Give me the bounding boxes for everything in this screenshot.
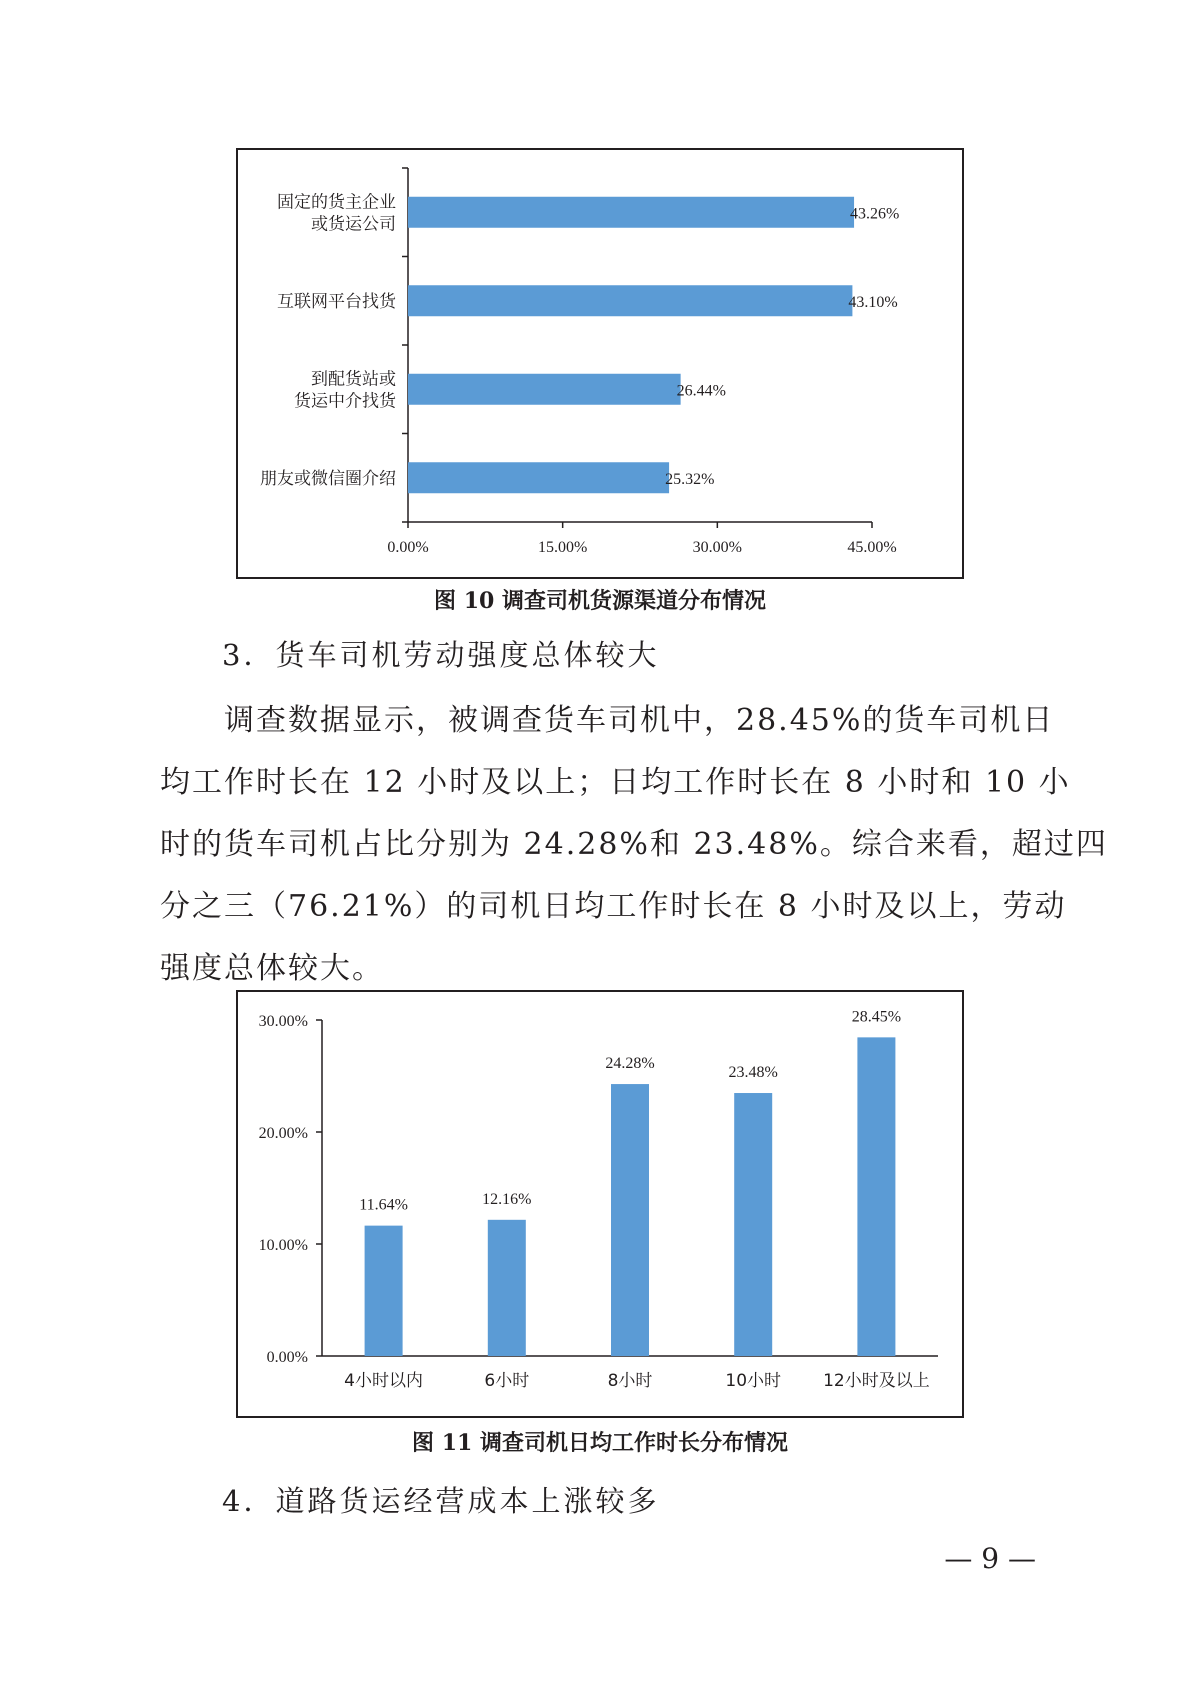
chart-daily-working-hours [236, 990, 964, 1418]
paragraph-line: 时的货车司机占比分别为 24.28%和 23.48%。综合来看，超过四 [160, 827, 1108, 862]
bar-value-label: 26.44% [676, 382, 726, 400]
x-tick-label: 0.00% [387, 539, 429, 556]
x-tick-label: 45.00% [847, 539, 897, 556]
paragraph-line: 均工作时长在 12 小时及以上；日均工作时长在 8 小时和 10 小 [160, 765, 1071, 800]
bar [365, 1226, 403, 1356]
bar [408, 374, 681, 405]
bar-value-label: 43.10% [848, 293, 898, 311]
bar [611, 1084, 649, 1356]
category-label: 固定的货主企业或货运公司 [277, 192, 396, 235]
paragraph-line: 分之三（76.21%）的司机日均工作时长在 8 小时及以上，劳动 [160, 889, 1067, 924]
bar-value-label: 12.16% [482, 1190, 532, 1208]
bar-value-label: 28.45% [851, 1008, 902, 1026]
chart-working-hours-svg [238, 992, 966, 1420]
category-label: 6小时 [484, 1371, 530, 1391]
figure-11-caption: 图 11 调查司机日均工作时长分布情况 [412, 1430, 788, 1456]
x-tick-label: 15.00% [538, 539, 588, 556]
category-label: 12小时及以上 [823, 1371, 930, 1391]
bar [734, 1093, 772, 1356]
bar [857, 1037, 895, 1356]
bar-value-label: 24.28% [605, 1055, 655, 1073]
section-3-heading: 3．货车司机劳动强度总体较大 [222, 638, 660, 672]
category-label: 朋友或微信圈介绍 [260, 468, 396, 489]
y-tick-label: 0.00% [266, 1349, 308, 1366]
bar-value-label: 25.32% [665, 470, 715, 488]
figure-10-caption: 图 10 调查司机货源渠道分布情况 [434, 588, 766, 614]
chart-freight-source-svg [238, 150, 966, 581]
bar [408, 197, 854, 228]
section-4-heading: 4．道路货运经营成本上涨较多 [222, 1484, 660, 1518]
paragraph-line: 调查数据显示，被调查货车司机中，28.45%的货车司机日 [160, 703, 1055, 738]
category-label: 4小时以内 [344, 1371, 424, 1391]
category-label: 8小时 [607, 1371, 653, 1391]
y-tick-label: 30.00% [258, 1013, 308, 1030]
bar-value-label: 11.64% [359, 1196, 408, 1214]
body-paragraph [160, 690, 1108, 1000]
bar [408, 462, 669, 493]
bar-value-label: 23.48% [728, 1064, 778, 1082]
bar [408, 285, 852, 316]
x-tick-label: 30.00% [692, 539, 742, 556]
bar-value-label: 43.26% [850, 205, 900, 223]
category-label: 到配货站或货运中介找货 [294, 369, 396, 412]
category-label: 10小时 [725, 1371, 782, 1391]
page-number: — 9 — [944, 1542, 1036, 1575]
bar [488, 1220, 526, 1356]
y-tick-label: 20.00% [258, 1125, 308, 1142]
chart-freight-source-channels [236, 148, 964, 579]
y-tick-label: 10.00% [258, 1237, 308, 1254]
category-label: 互联网平台找货 [277, 291, 396, 312]
paragraph-line: 强度总体较大。 [160, 951, 384, 986]
